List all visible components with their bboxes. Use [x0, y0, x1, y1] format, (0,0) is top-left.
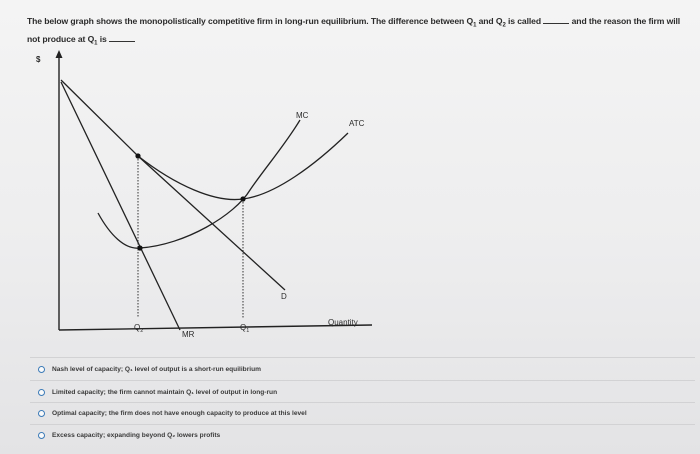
q1-label-main: Q: [240, 323, 247, 332]
q1-label: [240, 323, 249, 334]
option-4-radio[interactable]: [38, 432, 45, 439]
option-4[interactable]: [38, 428, 220, 442]
x-axis-label: Quantity: [328, 318, 358, 327]
atc-curve-label: ATC: [349, 119, 365, 128]
question-line1-part-a: The below graph shows the monopolistically competitive firm in long-run equilibrium. The difference between Q: [27, 16, 474, 26]
x-axis: [59, 325, 372, 330]
option-1-label: Nash level of capacity; Q₁ level of output is a short-run equilibrium: [52, 365, 262, 373]
mr-curve: [61, 82, 180, 330]
mc-curve: [98, 120, 300, 248]
mc-curve-label: MC: [296, 111, 309, 120]
option-1[interactable]: [38, 362, 261, 376]
question-line1-part-b: and Q: [476, 16, 503, 26]
options-divider-1: [30, 380, 695, 381]
question-line2-part-b: is: [97, 33, 107, 44]
options-divider-top: [30, 357, 695, 358]
mc-mr-intersection-point: [137, 245, 142, 250]
option-1-radio[interactable]: [38, 366, 45, 373]
question-sub-2: 2: [502, 22, 506, 29]
q1-label-sub: 1: [246, 328, 250, 334]
question-sub-3: 1: [94, 40, 98, 47]
q2-label: [134, 323, 143, 334]
demand-curve: [61, 80, 285, 290]
atc-curve: [138, 133, 348, 200]
axes: [56, 50, 373, 330]
option-3-label: Optimal capacity; the firm does not have enough capacity to produce at this level: [52, 409, 307, 417]
y-axis-label: $: [36, 55, 41, 64]
mr-curve-label: MR: [182, 330, 195, 339]
option-2[interactable]: [38, 385, 277, 399]
question-line1-part-c: is called: [505, 16, 542, 26]
question-line2-part-a: not produce at Q: [27, 33, 95, 44]
options-divider-2: [30, 402, 695, 403]
options-divider-3: [30, 424, 695, 425]
question-sub-1: 1: [473, 22, 477, 29]
question-line1-part-d: and the reason the firm will: [571, 16, 681, 26]
option-3-radio[interactable]: [38, 410, 45, 417]
option-3[interactable]: [38, 406, 307, 420]
min-atc-point: [240, 196, 245, 201]
option-2-radio[interactable]: [38, 389, 45, 396]
q2-label-sub: 2: [140, 328, 144, 334]
tangency-point: [135, 153, 140, 158]
option-2-label: Limited capacity; the firm cannot maintain Q₁ level of output in long-run: [52, 388, 278, 396]
q2-label-main: Q: [134, 323, 141, 332]
option-4-label: Excess capacity; expanding beyond Q₂ lowers profits: [52, 431, 221, 439]
y-axis-arrow: [56, 50, 63, 58]
demand-curve-label: D: [281, 292, 287, 301]
